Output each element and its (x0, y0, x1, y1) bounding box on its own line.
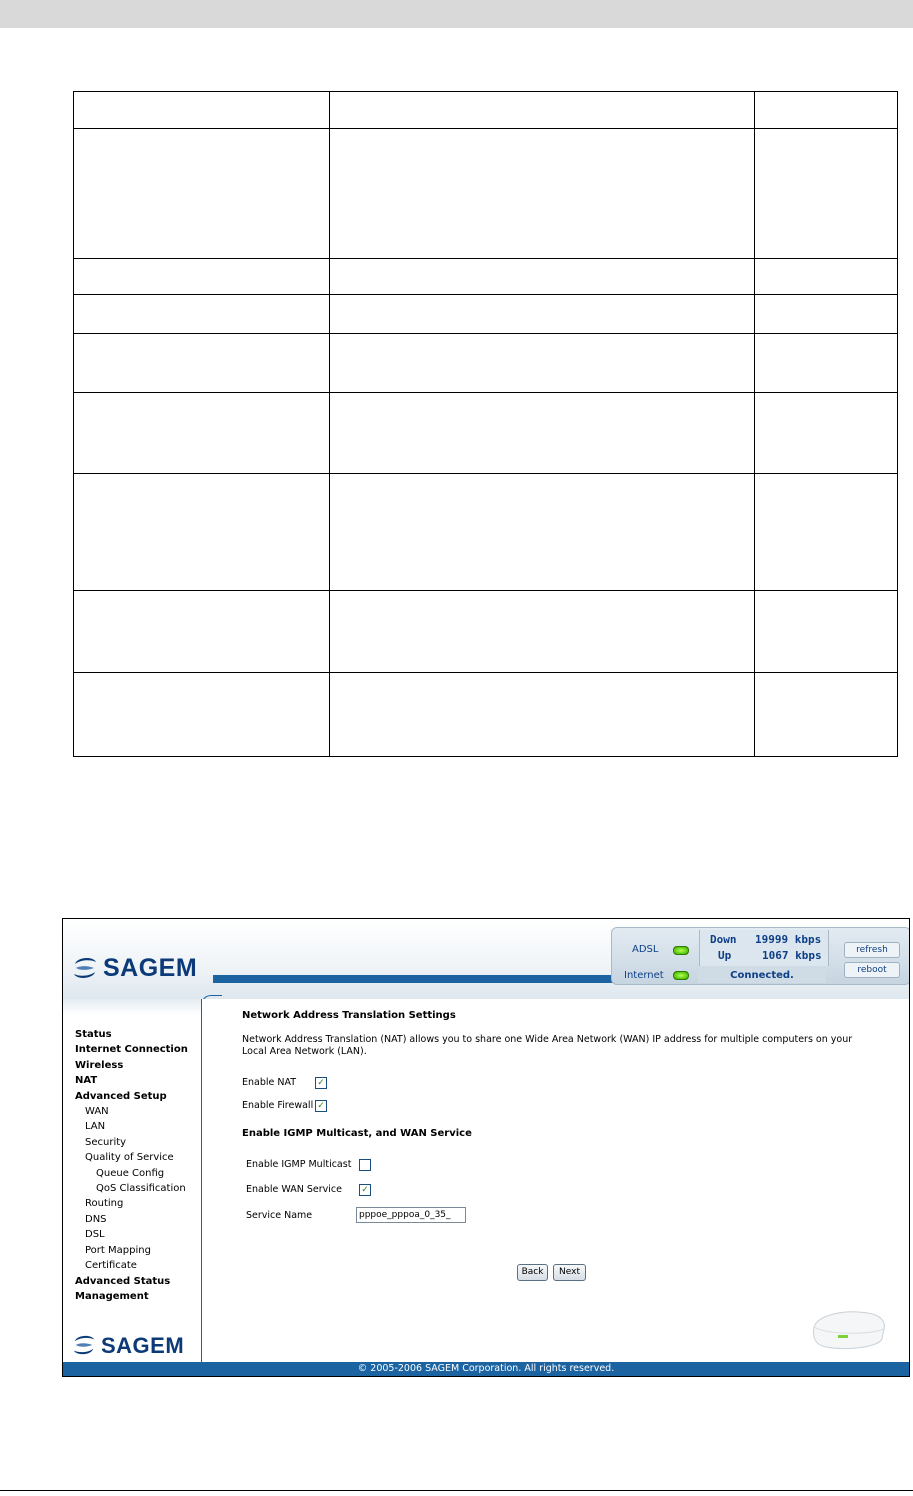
page-top-band (0, 0, 913, 28)
sidebar-item-management[interactable]: Management (75, 1290, 149, 1302)
status-panel (611, 927, 910, 985)
internet-led-icon (673, 971, 689, 980)
sidebar-item-nat[interactable]: NAT (75, 1075, 98, 1087)
refresh-button[interactable]: refresh (844, 942, 900, 958)
table-row (74, 92, 898, 129)
sidebar-item-wireless[interactable]: Wireless (75, 1059, 124, 1071)
connection-status: Connected. (698, 968, 826, 983)
sidebar-menu (75, 1027, 188, 1304)
rate-box (699, 930, 829, 966)
sidebar-item-wan[interactable]: WAN (85, 1106, 109, 1118)
page-title: Network Address Translation Settings (242, 1010, 456, 1021)
sidebar-item-security[interactable]: Security (85, 1136, 127, 1148)
reboot-button[interactable]: reboot (844, 962, 900, 978)
description-line-1: Network Address Translation (NAT) allows you to share one Wide Area Network (WAN) IP address for multiple computers on your (242, 1034, 853, 1045)
table-row (74, 334, 898, 393)
sidebar-item-advanced-status[interactable]: Advanced Status (75, 1275, 171, 1287)
table-row (74, 393, 898, 474)
table-row (74, 295, 898, 334)
section-title-igmp-wan: Enable IGMP Multicast, and WAN Service (242, 1128, 472, 1139)
sidebar-item-quality-of-service[interactable]: Quality of Service (85, 1152, 174, 1164)
enable-wan-label: Enable WAN Service (246, 1184, 342, 1195)
down-value: 19999 kbps (755, 933, 822, 946)
sidebar-item-dsl[interactable]: DSL (85, 1229, 105, 1241)
sagem-logo (71, 953, 203, 983)
sidebar-item-certificate[interactable]: Certificate (85, 1260, 137, 1272)
next-button[interactable]: Next (553, 1264, 586, 1281)
router-device-icon (808, 1305, 888, 1355)
sagem-swirl-icon (71, 1333, 97, 1357)
sidebar-logo-text: SAGEM (101, 1333, 185, 1358)
enable-firewall-label: Enable Firewall (242, 1100, 314, 1111)
adsl-label: ADSL (632, 944, 659, 955)
enable-igmp-label: Enable IGMP Multicast (246, 1159, 352, 1170)
enable-nat-checkbox[interactable]: ✓ (315, 1077, 327, 1089)
table-row (74, 591, 898, 673)
down-label: Down (710, 933, 737, 946)
header (63, 919, 909, 999)
enable-igmp-checkbox[interactable] (359, 1159, 371, 1171)
service-name-input[interactable]: pppoe_pppoa_0_35_ (356, 1207, 466, 1223)
sidebar-item-internet-connection[interactable]: Internet Connection (75, 1044, 188, 1056)
sidebar-item-port-mapping[interactable]: Port Mapping (85, 1244, 151, 1256)
sidebar-item-routing[interactable]: Routing (85, 1198, 124, 1210)
sidebar (63, 999, 201, 1362)
sidebar-item-qos-classification[interactable]: QoS Classification (96, 1183, 186, 1195)
page-bottom-rule (0, 1490, 913, 1491)
sidebar-item-status[interactable]: Status (75, 1029, 112, 1040)
table-row (74, 259, 898, 295)
internet-label: Internet (624, 970, 664, 981)
up-label: Up (718, 949, 732, 962)
main-content (201, 999, 910, 1362)
table-row (74, 474, 898, 591)
sidebar-item-queue-config[interactable]: Queue Config (96, 1167, 165, 1179)
router-config-screenshot (62, 918, 910, 1377)
adsl-led-icon (673, 946, 689, 955)
sagem-swirl-icon (71, 955, 99, 981)
service-name-label: Service Name (246, 1210, 313, 1221)
sidebar-item-dns[interactable]: DNS (85, 1213, 107, 1225)
footer-copyright: © 2005-2006 SAGEM Corporation. All rights reserved. (63, 1362, 909, 1376)
header-buttons (844, 942, 904, 982)
document-table (73, 91, 898, 757)
table-row (74, 673, 898, 757)
sidebar-top-shade (63, 999, 201, 1015)
back-button[interactable]: Back (517, 1264, 548, 1281)
description-line-2: Local Area Network (LAN). (242, 1046, 367, 1057)
enable-firewall-checkbox[interactable]: ✓ (315, 1100, 327, 1112)
logo-text: SAGEM (103, 954, 198, 982)
up-value: 1067 kbps (762, 949, 822, 962)
sidebar-sagem-logo (71, 1333, 203, 1361)
sidebar-item-advanced-setup[interactable]: Advanced Setup (75, 1090, 167, 1102)
enable-wan-checkbox[interactable]: ✓ (359, 1184, 371, 1196)
table-row (74, 129, 898, 259)
sidebar-item-lan[interactable]: LAN (85, 1121, 106, 1133)
enable-nat-label: Enable NAT (242, 1077, 297, 1088)
